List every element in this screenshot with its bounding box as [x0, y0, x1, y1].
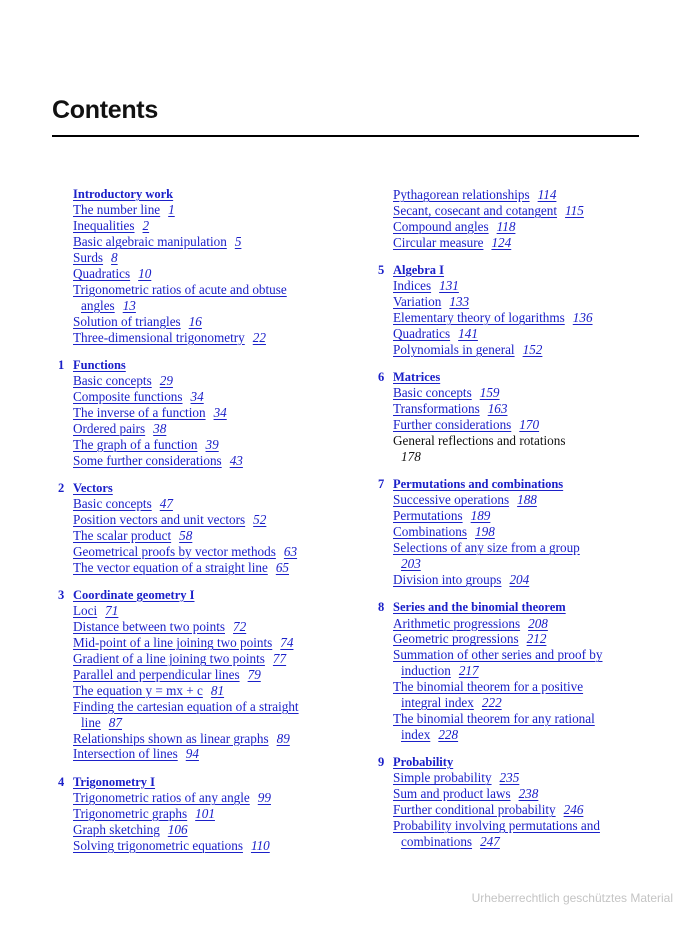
toc-entry-compound-angles[interactable] — [378, 219, 638, 235]
toc-page-number: 189 — [470, 508, 491, 524]
toc-entry-the-equation-y-mx-c[interactable] — [58, 683, 358, 699]
toc-page-number: 22 — [252, 329, 266, 345]
toc-entry-the-vector-equation-of-a-straight-line[interactable] — [58, 560, 358, 576]
toc-page-number: 65 — [275, 559, 289, 575]
chapter-heading-link[interactable] — [378, 600, 638, 615]
toc-page-number: 74 — [280, 635, 294, 651]
toc-entry-continuation-text: 178 — [401, 448, 421, 464]
toc-entry-title: Geometric progressions — [393, 631, 519, 647]
toc-entry-continuation — [393, 834, 638, 850]
toc-entry-title: The graph of a function — [73, 436, 198, 452]
toc-page-number: 106 — [167, 821, 188, 837]
toc-page-number: 159 — [479, 385, 500, 401]
toc-entry-title: Sum and product laws — [393, 786, 511, 802]
toc-entry-graph-sketching[interactable] — [58, 822, 358, 838]
chapter-number: 9 — [378, 754, 385, 769]
toc-entry-title: Quadratics — [73, 266, 131, 282]
toc-entry-title: Combinations — [393, 524, 467, 540]
toc-entry-relationships-shown-as-linear-graphs[interactable] — [58, 731, 358, 747]
toc-entry-title: Basic concepts — [73, 496, 152, 512]
toc-entry-transformations[interactable] — [378, 401, 638, 417]
chapter-number: 4 — [58, 774, 65, 789]
toc-page-number: 222 — [481, 695, 502, 711]
chapter-9 — [378, 755, 638, 850]
toc-page-number: 89 — [276, 730, 290, 746]
toc-entry-title: The vector equation of a straight line — [73, 559, 268, 575]
toc-entry-title: Basic concepts — [73, 373, 152, 389]
toc-entry-trigonometric-ratios-of-acute-and-obtuse[interactable] — [58, 282, 358, 314]
toc-entry-continuation-text: integral index — [401, 695, 474, 711]
toc-page-number: 247 — [480, 833, 500, 849]
toc-entry-title: Position vectors and unit vectors — [73, 512, 246, 528]
toc-page-number: 5 — [234, 234, 242, 250]
toc-entry-three-dimensional-trigonometry[interactable] — [58, 330, 358, 346]
chapter-heading-text: Probability — [393, 754, 454, 769]
toc-page-number: 217 — [458, 663, 479, 679]
toc-entry-title: Parallel and perpendicular lines — [73, 666, 240, 682]
toc-page-number: 141 — [458, 325, 478, 341]
toc-entry-the-number-line[interactable] — [58, 202, 358, 218]
toc-page-number: 58 — [179, 528, 193, 543]
toc-page-number: 43 — [229, 452, 243, 468]
toc-entry-title: Inequalities — [73, 218, 135, 234]
toc-entry-title: Gradient of a line joining two points — [73, 651, 265, 667]
toc-page-number: 124 — [491, 234, 512, 250]
toc-page-number: 99 — [257, 789, 271, 805]
toc-entry-title: Further conditional probability — [393, 802, 556, 818]
toc-page-number: 72 — [233, 619, 247, 635]
toc-entry-trigonometric-ratios-of-any-angle[interactable] — [58, 790, 358, 806]
chapter-heading-text: Permutations and combinations — [393, 477, 564, 492]
toc-entry-gradient-of-a-line-joining-two-points[interactable] — [58, 651, 358, 667]
toc-page-number: 131 — [439, 278, 459, 294]
toc-entry-continuation — [393, 556, 638, 572]
toc-entry-continuation-text: index — [401, 726, 431, 742]
toc-entry-continuation-text: line — [81, 714, 101, 730]
toc-entry-title: Circular measure — [393, 234, 484, 250]
toc-page-number: 52 — [253, 512, 267, 528]
chapter-number: 5 — [378, 262, 385, 277]
chapter-heading-text: Introductory work — [73, 187, 174, 201]
toc-entry-variation[interactable] — [378, 294, 638, 310]
toc-entry-selections-of-any-size-from-a-group[interactable] — [378, 540, 638, 572]
toc-page-number: 208 — [528, 615, 548, 631]
toc-entry-title: Basic concepts — [393, 385, 472, 401]
chapter-right_column-cont — [378, 187, 638, 251]
toc-entry-composite-functions[interactable] — [58, 389, 358, 405]
toc-entry-basic-concepts[interactable] — [58, 496, 358, 512]
toc-page-number: 228 — [438, 726, 459, 742]
toc-page-number: 1 — [168, 202, 175, 218]
toc-entry-general-reflections-and-rotations — [378, 433, 638, 465]
toc-entry-simple-probability[interactable] — [378, 770, 638, 786]
watermark: Urheberrechtlich geschütztes Material — [471, 891, 673, 905]
toc-entry-title: Pythagorean relationships — [393, 187, 530, 202]
toc-page-number: 8 — [111, 250, 118, 266]
toc-page-number: 235 — [499, 770, 520, 786]
toc-entry-title: The inverse of a function — [73, 404, 206, 420]
toc-page-number: 133 — [449, 294, 470, 310]
chapter-heading-text: Matrices — [393, 369, 441, 384]
toc-entry-title: Indices — [393, 278, 432, 294]
chapter-heading-text: Algebra I — [393, 262, 445, 277]
toc-entry-title: Finding the cartesian equation of a straight — [73, 698, 299, 714]
toc-entry-title: Three-dimensional trigonometry — [73, 329, 245, 345]
toc-entry-title: Further considerations — [393, 417, 512, 433]
toc-entry-title: Secant, cosecant and cotangent — [393, 202, 558, 218]
chapter-number: 6 — [378, 369, 385, 384]
toc-entry-title: Compound angles — [393, 218, 489, 234]
toc-entry-further-considerations[interactable] — [378, 417, 638, 433]
toc-entry-distance-between-two-points[interactable] — [58, 619, 358, 635]
chapter-heading-link[interactable] — [378, 477, 638, 492]
page-title: Contents — [52, 96, 158, 124]
toc-entry-the-binomial-theorem-for-a-positive[interactable] — [378, 679, 638, 711]
toc-entry-arithmetic-progressions[interactable] — [378, 616, 638, 632]
toc-entry-title: Trigonometric graphs — [73, 805, 188, 821]
toc-entry-title: Trigonometric ratios of acute and obtuse — [73, 281, 287, 297]
toc-entry-indices[interactable] — [378, 278, 638, 294]
toc-entry-loci[interactable] — [58, 603, 358, 619]
toc-entry-title: Distance between two points — [73, 619, 225, 635]
toc-entry-continuation-text: angles — [81, 297, 115, 313]
toc-entry-the-inverse-of-a-function[interactable] — [58, 405, 358, 421]
toc-page-number: 63 — [283, 543, 298, 559]
toc-page-number: 238 — [518, 786, 539, 802]
toc-entry-title: Division into groups — [393, 572, 502, 587]
toc-entry-inequalities[interactable] — [58, 218, 358, 234]
toc-entry-pythagorean-relationships[interactable] — [378, 187, 638, 203]
chapter-number: 3 — [58, 587, 65, 602]
chapter-heading-text: Vectors — [73, 480, 113, 495]
chapter-heading-link[interactable] — [58, 588, 358, 603]
toc-entry-finding-the-cartesian-equation-of-a-straight[interactable] — [58, 699, 358, 731]
toc-entry-title: Quadratics — [393, 325, 451, 341]
toc-page-number: 246 — [563, 802, 584, 818]
contents-right-column — [378, 187, 638, 862]
toc-entry-title: Solving trigonometric equations — [73, 837, 243, 853]
toc-entry-title: Summation of other series and proof by — [393, 647, 603, 663]
toc-entry-title: Intersection of lines — [73, 746, 178, 762]
toc-page-number: 34 — [213, 404, 227, 420]
toc-page-number: 71 — [105, 603, 119, 619]
toc-entry-title: Selections of any size from a group — [393, 540, 580, 556]
toc-entry-polynomials-in-general[interactable] — [378, 342, 638, 358]
toc-entry-basic-concepts[interactable] — [378, 385, 638, 401]
toc-entry-solving-trigonometric-equations[interactable] — [58, 838, 358, 854]
toc-entry-circular-measure[interactable] — [378, 235, 638, 251]
toc-entry-title: Transformations — [393, 401, 480, 417]
toc-page-number: 152 — [522, 341, 543, 357]
toc-page-number: 118 — [496, 218, 516, 234]
chapter-heading-link[interactable] — [58, 187, 358, 202]
toc-entry-ordered-pairs[interactable] — [58, 421, 358, 437]
chapter-8 — [378, 600, 638, 743]
chapter-3 — [58, 588, 358, 762]
toc-entry-title: Elementary theory of logarithms — [393, 310, 565, 326]
toc-entry-some-further-considerations[interactable] — [58, 453, 358, 469]
toc-entry-continuation — [393, 727, 638, 743]
toc-page-number: 77 — [272, 651, 287, 667]
toc-entry-title: Mid-point of a line joining two points — [73, 635, 273, 651]
toc-page-number: 79 — [247, 666, 261, 682]
toc-entry-division-into-groups[interactable] — [378, 572, 638, 588]
toc-page-number: 39 — [205, 436, 219, 452]
toc-entry-summation-of-other-series-and-proof-by[interactable] — [378, 647, 638, 679]
toc-entry-the-graph-of-a-function[interactable] — [58, 437, 358, 453]
title-divider — [52, 135, 639, 137]
toc-page-number: 136 — [572, 310, 593, 326]
toc-page-number: 198 — [475, 524, 495, 540]
chapter-number: 1 — [58, 357, 65, 372]
chapter-heading-link[interactable] — [378, 755, 638, 770]
toc-entry-continuation-text: 203 — [401, 556, 421, 572]
toc-entry-title: Variation — [393, 294, 442, 310]
toc-page-number: 204 — [509, 572, 530, 587]
toc-page-number: 13 — [122, 297, 136, 313]
toc-page-number: 47 — [159, 496, 173, 512]
toc-page-number: 170 — [519, 417, 540, 433]
toc-entry-basic-algebraic-manipulation[interactable] — [58, 234, 358, 250]
toc-entry-the-binomial-theorem-for-any-rational[interactable] — [378, 711, 638, 743]
toc-entry-elementary-theory-of-logarithms[interactable] — [378, 310, 638, 326]
toc-entry-permutations[interactable] — [378, 508, 638, 524]
toc-entry-title: Successive operations — [393, 492, 510, 508]
toc-entry-continuation-text: induction — [401, 663, 451, 679]
toc-entry-position-vectors-and-unit-vectors[interactable] — [58, 512, 358, 528]
toc-page-number: 110 — [250, 837, 270, 853]
toc-entry-title: Permutations — [393, 508, 463, 524]
toc-entry-continuation-text: combinations — [401, 833, 473, 849]
toc-page-number: 163 — [487, 401, 508, 417]
toc-page-number: 115 — [565, 202, 584, 218]
toc-page-number: 101 — [195, 805, 215, 821]
toc-entry-geometric-progressions[interactable] — [378, 631, 638, 647]
chapter-heading-link[interactable] — [378, 370, 638, 385]
toc-entry-title: Graph sketching — [73, 821, 160, 837]
toc-page-number: 34 — [190, 389, 204, 405]
toc-entry-title: Basic algebraic manipulation — [73, 234, 227, 250]
toc-entry-probability-involving-permutations-and[interactable] — [378, 818, 638, 850]
toc-page-number: 212 — [526, 631, 547, 647]
toc-entry-mid-point-of-a-line-joining-two-points[interactable] — [58, 635, 358, 651]
chapter-heading-link[interactable] — [378, 263, 638, 278]
chapter-heading-link[interactable] — [58, 481, 358, 496]
toc-entry-basic-concepts[interactable] — [58, 373, 358, 389]
toc-page-number: 29 — [159, 373, 173, 389]
toc-entry-title: Geometrical proofs by vector methods — [73, 543, 276, 559]
toc-entry-continuation — [393, 663, 638, 679]
toc-entry-title: Relationships shown as linear graphs — [73, 730, 269, 746]
chapter-1 — [58, 358, 358, 469]
chapter-7 — [378, 477, 638, 588]
toc-entry-continuation — [73, 715, 358, 731]
toc-entry-title: Probability involving permutations and — [393, 818, 600, 834]
toc-entry-title: The number line — [73, 202, 161, 218]
chapter-heading-link[interactable] — [58, 775, 358, 790]
toc-entry-successive-operations[interactable] — [378, 492, 638, 508]
toc-entry-title: Loci — [73, 603, 98, 619]
toc-entry-solution-of-triangles[interactable] — [58, 314, 358, 330]
chapter-heading-link[interactable] — [58, 358, 358, 373]
toc-entry-trigonometric-graphs[interactable] — [58, 806, 358, 822]
toc-page-number: 16 — [188, 313, 202, 329]
toc-entry-title: Arithmetic progressions — [393, 615, 521, 631]
chapter-heading-text: Trigonometry I — [73, 774, 156, 789]
toc-entry-title: Trigonometric ratios of any angle — [73, 789, 250, 805]
toc-page-number: 188 — [517, 492, 537, 508]
toc-entry-title: The binomial theorem for any rational — [393, 710, 595, 726]
toc-page-number: 2 — [142, 218, 150, 234]
toc-entry-title: Ordered pairs — [73, 420, 146, 436]
chapter-number: 7 — [378, 477, 385, 492]
chapter-heading-text: Coordinate geometry I — [73, 587, 195, 602]
toc-entry-the-scalar-product[interactable] — [58, 528, 358, 544]
toc-entry-title: Solution of triangles — [73, 313, 181, 329]
chapter-heading-text: Series and the binomial theorem — [393, 600, 566, 615]
chapter-5 — [378, 263, 638, 358]
toc-page-number: 38 — [153, 420, 167, 436]
toc-entry-quadratics[interactable] — [58, 266, 358, 282]
toc-entry-title: Polynomials in general — [393, 341, 515, 357]
toc-page-number: 87 — [108, 714, 122, 730]
chapter-introductory-work — [58, 187, 358, 346]
toc-entry-continuation — [393, 695, 638, 711]
toc-page-number: 10 — [138, 266, 152, 282]
chapter-4 — [58, 775, 358, 854]
chapter-number: 2 — [58, 480, 65, 495]
toc-entry-title: Surds — [73, 250, 104, 266]
toc-entry-parallel-and-perpendicular-lines[interactable] — [58, 667, 358, 683]
toc-entry-surds[interactable] — [58, 250, 358, 266]
toc-entry-secant-cosecant-and-cotangent[interactable] — [378, 203, 638, 219]
toc-entry-geometrical-proofs-by-vector-methods[interactable] — [58, 544, 358, 560]
contents-left-column — [58, 187, 358, 866]
toc-entry-title: Simple probability — [393, 770, 492, 786]
toc-entry-title: Some further considerations — [73, 452, 222, 468]
toc-entry-continuation — [73, 298, 358, 314]
toc-entry-title: The scalar product — [73, 528, 172, 543]
toc-entry-further-conditional-probability[interactable] — [378, 802, 638, 818]
chapter-6 — [378, 370, 638, 465]
toc-entry-title: The binomial theorem for a positive — [393, 679, 584, 695]
chapter-heading-text: Functions — [73, 357, 126, 372]
toc-entry-title: Composite functions — [73, 389, 183, 405]
toc-entry-quadratics[interactable] — [378, 326, 638, 342]
toc-page-number: 114 — [537, 187, 557, 202]
toc-entry-sum-and-product-laws[interactable] — [378, 786, 638, 802]
toc-entry-title: The equation y = mx + c — [73, 682, 203, 698]
toc-entry-continuation — [393, 449, 638, 465]
toc-entry-intersection-of-lines[interactable] — [58, 746, 358, 762]
toc-page-number: 81 — [210, 682, 225, 698]
toc-entry-title: General reflections and rotations — [393, 433, 566, 449]
toc-page-number: 94 — [185, 746, 199, 762]
toc-entry-combinations[interactable] — [378, 524, 638, 540]
chapter-2 — [58, 481, 358, 576]
chapter-number: 8 — [378, 600, 385, 615]
